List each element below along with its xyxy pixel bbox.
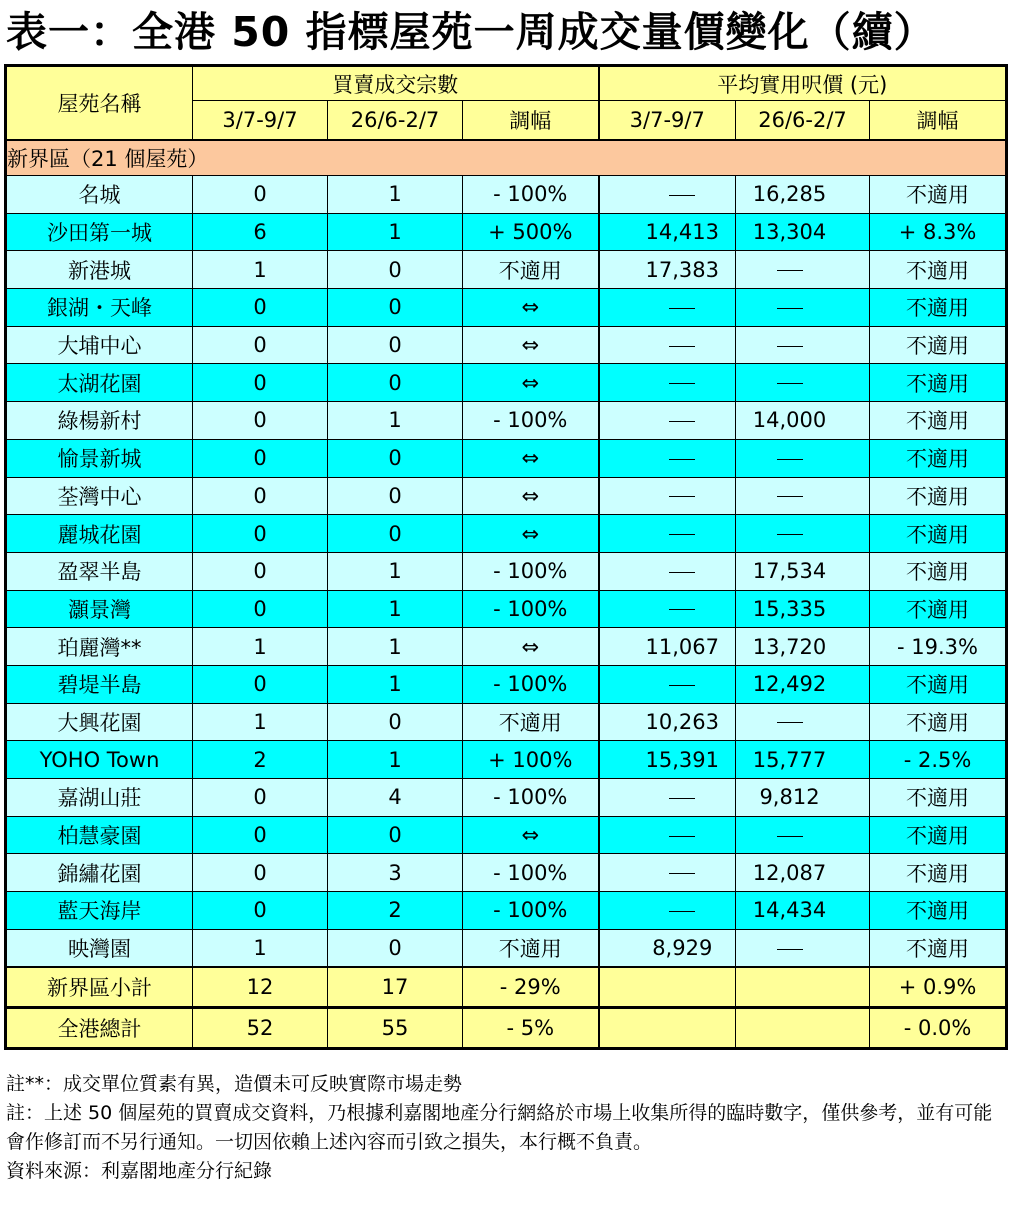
price-change: 不適用 (870, 816, 1007, 854)
price-change: 不適用 (870, 364, 1007, 402)
volume-current: 6 (193, 213, 328, 251)
price-current (599, 176, 736, 214)
table-row (6, 515, 1007, 553)
price-previous (736, 251, 870, 289)
no-data-dash (669, 572, 695, 573)
header-vol-previous: 26/6-2/7 (328, 101, 463, 141)
price-previous: 13,304 (736, 213, 870, 251)
volume-change: - 29% (463, 967, 599, 1008)
volume-change: 不適用 (463, 251, 599, 289)
volume-previous: 0 (328, 326, 463, 364)
header-price-change: 調幅 (870, 101, 1007, 141)
price-current (599, 289, 736, 327)
price-current: 8,929 (599, 929, 736, 967)
table-row (6, 703, 1007, 741)
estate-name: 愉景新城 (6, 439, 193, 477)
estate-name: 綠楊新村 (6, 402, 193, 440)
price-previous: 14,434 (736, 892, 870, 930)
footnote-source: 資料來源：利嘉閣地產分行紀錄 (6, 1160, 273, 1182)
table-row (6, 665, 1007, 703)
price-change: 不適用 (870, 929, 1007, 967)
no-data-dash (669, 421, 695, 422)
price-current (599, 1008, 736, 1049)
volume-current: 1 (193, 703, 328, 741)
estate-name: 全港總計 (6, 1008, 193, 1049)
estate-name: 碧堤半島 (6, 665, 193, 703)
total-row (6, 1008, 1007, 1049)
price-current (599, 477, 736, 515)
price-previous: 17,534 (736, 552, 870, 590)
estate-name: 麗城花園 (6, 515, 193, 553)
volume-change: - 100% (463, 590, 599, 628)
price-previous: 12,492 (736, 665, 870, 703)
no-data-dash (777, 836, 803, 837)
price-current (599, 779, 736, 817)
price-current (599, 816, 736, 854)
price-previous (736, 439, 870, 477)
price-previous (736, 515, 870, 553)
volume-previous: 1 (328, 590, 463, 628)
header-volume-group: 買賣成交宗數 (193, 66, 599, 101)
volume-previous: 55 (328, 1008, 463, 1049)
no-data-dash (777, 383, 803, 384)
price-change: 不適用 (870, 251, 1007, 289)
volume-change: - 100% (463, 892, 599, 930)
price-change: 不適用 (870, 515, 1007, 553)
estate-name: YOHO Town (6, 741, 193, 779)
no-data-dash (777, 949, 803, 950)
no-data-dash (669, 308, 695, 309)
volume-previous: 0 (328, 515, 463, 553)
header-vol-change: 調幅 (463, 101, 599, 141)
table-row (6, 402, 1007, 440)
no-data-dash (777, 270, 803, 271)
price-change: 不適用 (870, 402, 1007, 440)
footnotes (6, 1070, 1004, 1186)
volume-change: ⇔ (463, 289, 599, 327)
estate-name: 新港城 (6, 251, 193, 289)
volume-change: + 100% (463, 741, 599, 779)
no-data-dash (669, 836, 695, 837)
volume-previous: 3 (328, 854, 463, 892)
volume-previous: 0 (328, 703, 463, 741)
volume-current: 1 (193, 251, 328, 289)
price-current (599, 364, 736, 402)
volume-current: 0 (193, 515, 328, 553)
volume-previous: 0 (328, 477, 463, 515)
volume-current: 0 (193, 326, 328, 364)
price-previous (736, 477, 870, 515)
volume-change: ⇔ (463, 364, 599, 402)
price-previous (736, 929, 870, 967)
table-row (6, 213, 1007, 251)
price-change: 不適用 (870, 552, 1007, 590)
price-change: - 2.5% (870, 741, 1007, 779)
price-current: 17,383 (599, 251, 736, 289)
page-title: 表一：全港 50 指標屋苑一周成交量價變化（續） (6, 8, 936, 56)
estate-name: 名城 (6, 176, 193, 214)
price-change: 不適用 (870, 477, 1007, 515)
no-data-dash (777, 308, 803, 309)
volume-previous: 2 (328, 892, 463, 930)
estate-name: 灝景灣 (6, 590, 193, 628)
volume-previous: 17 (328, 967, 463, 1008)
price-current (599, 665, 736, 703)
no-data-dash (669, 685, 695, 686)
price-change: 不適用 (870, 590, 1007, 628)
volume-current: 0 (193, 364, 328, 402)
price-change: 不適用 (870, 892, 1007, 930)
price-previous: 16,285 (736, 176, 870, 214)
table-row (6, 439, 1007, 477)
subtotal-row (6, 967, 1007, 1008)
volume-change: ⇔ (463, 326, 599, 364)
price-previous: 12,087 (736, 854, 870, 892)
volume-change: - 100% (463, 779, 599, 817)
price-previous (736, 1008, 870, 1049)
price-previous: 9,812 (736, 779, 870, 817)
table-row (6, 628, 1007, 666)
price-current (599, 590, 736, 628)
volume-previous: 0 (328, 816, 463, 854)
estate-name: 盈翠半島 (6, 552, 193, 590)
price-previous (736, 289, 870, 327)
no-data-dash (777, 496, 803, 497)
price-change: 不適用 (870, 176, 1007, 214)
volume-current: 0 (193, 402, 328, 440)
no-data-dash (669, 609, 695, 610)
volume-previous: 1 (328, 665, 463, 703)
volume-previous: 0 (328, 364, 463, 402)
no-data-dash (669, 534, 695, 535)
table-row (6, 552, 1007, 590)
table-row (6, 892, 1007, 930)
no-data-dash (669, 383, 695, 384)
volume-previous: 0 (328, 289, 463, 327)
volume-current: 2 (193, 741, 328, 779)
price-previous (736, 326, 870, 364)
table-row (6, 364, 1007, 402)
estate-name: 大興花園 (6, 703, 193, 741)
estate-name: 銀湖・天峰 (6, 289, 193, 327)
no-data-dash (669, 459, 695, 460)
price-current: 15,391 (599, 741, 736, 779)
table-row (6, 326, 1007, 364)
estate-name: 柏慧豪園 (6, 816, 193, 854)
volume-previous: 1 (328, 176, 463, 214)
table-row (6, 251, 1007, 289)
volume-current: 0 (193, 552, 328, 590)
volume-change: ⇔ (463, 477, 599, 515)
volume-change: - 100% (463, 552, 599, 590)
no-data-dash (669, 873, 695, 874)
volume-change: ⇔ (463, 816, 599, 854)
volume-change: - 100% (463, 665, 599, 703)
volume-change: + 500% (463, 213, 599, 251)
volume-previous: 1 (328, 213, 463, 251)
price-current: 14,413 (599, 213, 736, 251)
price-change: 不適用 (870, 779, 1007, 817)
volume-current: 0 (193, 176, 328, 214)
price-current: 11,067 (599, 628, 736, 666)
estate-name: 映灣園 (6, 929, 193, 967)
price-change: 不適用 (870, 703, 1007, 741)
price-current: 10,263 (599, 703, 736, 741)
price-change: - 0.0% (870, 1008, 1007, 1049)
price-change: 不適用 (870, 326, 1007, 364)
volume-change: ⇔ (463, 439, 599, 477)
volume-current: 0 (193, 816, 328, 854)
price-previous: 14,000 (736, 402, 870, 440)
footnote-quality: 註**：成交單位質素有異，造價未可反映實際市場走勢 (6, 1073, 463, 1095)
price-previous: 15,335 (736, 590, 870, 628)
volume-current: 0 (193, 477, 328, 515)
volume-current: 52 (193, 1008, 328, 1049)
price-change: 不適用 (870, 439, 1007, 477)
volume-previous: 0 (328, 929, 463, 967)
table-row (6, 590, 1007, 628)
price-current (599, 515, 736, 553)
price-current (599, 854, 736, 892)
header-price-current: 3/7-9/7 (599, 101, 736, 141)
volume-previous: 1 (328, 741, 463, 779)
volume-change: - 5% (463, 1008, 599, 1049)
table-row (6, 477, 1007, 515)
price-previous (736, 816, 870, 854)
price-previous: 13,720 (736, 628, 870, 666)
volume-previous: 0 (328, 439, 463, 477)
price-change: 不適用 (870, 665, 1007, 703)
header-row-1 (6, 66, 1007, 101)
price-change: + 8.3% (870, 213, 1007, 251)
volume-change: 不適用 (463, 703, 599, 741)
price-current (599, 439, 736, 477)
estate-name: 嘉湖山莊 (6, 779, 193, 817)
volume-change: - 100% (463, 176, 599, 214)
volume-change: 不適用 (463, 929, 599, 967)
price-change: - 19.3% (870, 628, 1007, 666)
volume-current: 1 (193, 929, 328, 967)
estate-name: 沙田第一城 (6, 213, 193, 251)
price-current (599, 967, 736, 1008)
no-data-dash (777, 722, 803, 723)
price-previous (736, 364, 870, 402)
footnote-disclaimer: 註：上述 50 個屋苑的買賣成交資料，乃根據利嘉閣地產分行網絡於市場上收集所得的臨時數字，僅供參考，並有可能會作修訂而不另行通知。一切因依賴上述內容而引致之損失，本行概不負責。 (6, 1102, 993, 1153)
volume-current: 0 (193, 439, 328, 477)
no-data-dash (669, 496, 695, 497)
price-change: 不適用 (870, 854, 1007, 892)
estate-name: 大埔中心 (6, 326, 193, 364)
volume-previous: 1 (328, 402, 463, 440)
no-data-dash (669, 195, 695, 196)
table-row (6, 741, 1007, 779)
volume-current: 12 (193, 967, 328, 1008)
table-row (6, 176, 1007, 214)
table-row (6, 816, 1007, 854)
no-data-dash (777, 459, 803, 460)
header-vol-current: 3/7-9/7 (193, 101, 328, 141)
volume-current: 0 (193, 779, 328, 817)
table-row (6, 854, 1007, 892)
price-current (599, 326, 736, 364)
price-change: + 0.9% (870, 967, 1007, 1008)
region-row (6, 140, 1007, 176)
volume-previous: 4 (328, 779, 463, 817)
estate-name: 珀麗灣** (6, 628, 193, 666)
volume-change: ⇔ (463, 515, 599, 553)
no-data-dash (669, 911, 695, 912)
no-data-dash (777, 534, 803, 535)
volume-change: ⇔ (463, 628, 599, 666)
estate-name: 藍天海岸 (6, 892, 193, 930)
volume-current: 0 (193, 590, 328, 628)
price-previous: 15,777 (736, 741, 870, 779)
volume-current: 0 (193, 289, 328, 327)
volume-previous: 0 (328, 251, 463, 289)
no-data-dash (669, 798, 695, 799)
price-current (599, 892, 736, 930)
volume-previous: 1 (328, 552, 463, 590)
volume-current: 0 (193, 665, 328, 703)
estate-name: 太湖花園 (6, 364, 193, 402)
estate-name: 新界區小計 (6, 967, 193, 1008)
table-row (6, 289, 1007, 327)
header-estate-name: 屋苑名稱 (6, 66, 193, 141)
table-row (6, 779, 1007, 817)
estate-name: 荃灣中心 (6, 477, 193, 515)
volume-current: 0 (193, 892, 328, 930)
header-price-group: 平均實用呎價 (元) (599, 66, 1007, 101)
price-change: 不適用 (870, 289, 1007, 327)
price-current (599, 402, 736, 440)
header-price-previous: 26/6-2/7 (736, 101, 870, 141)
volume-current: 1 (193, 628, 328, 666)
volume-current: 0 (193, 854, 328, 892)
volume-change: - 100% (463, 854, 599, 892)
no-data-dash (669, 346, 695, 347)
region-label: 新界區（21 個屋苑） (6, 140, 1007, 176)
price-previous (736, 967, 870, 1008)
estate-name: 錦繡花園 (6, 854, 193, 892)
price-previous (736, 703, 870, 741)
volume-previous: 1 (328, 628, 463, 666)
no-data-dash (777, 346, 803, 347)
volume-change: - 100% (463, 402, 599, 440)
table-row (6, 929, 1007, 967)
price-current (599, 552, 736, 590)
estate-table (4, 64, 1008, 1050)
